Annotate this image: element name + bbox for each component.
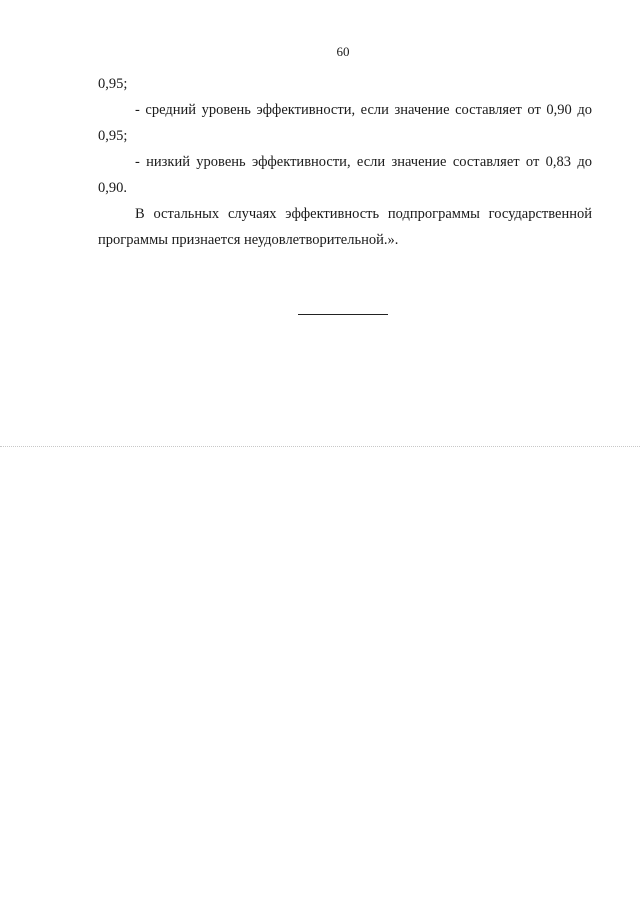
scan-artifact-line [0,446,640,447]
paragraph-low-level: - низкий уровень эффективности, если значение составляет от 0,83 до 0,90. [98,154,592,196]
page-number: 60 [336,44,350,59]
document-body [98,71,592,253]
paragraph-other-cases: В остальных случаях эффективность подпрограммы государственной программы признается неудовлетворительной.». [98,206,592,248]
paragraph-continuation: 0,95; [98,76,128,92]
closing-rule [298,314,388,315]
paragraph-medium-level: - средний уровень эффективности, если значение составляет от 0,90 до 0,95; [98,102,592,144]
